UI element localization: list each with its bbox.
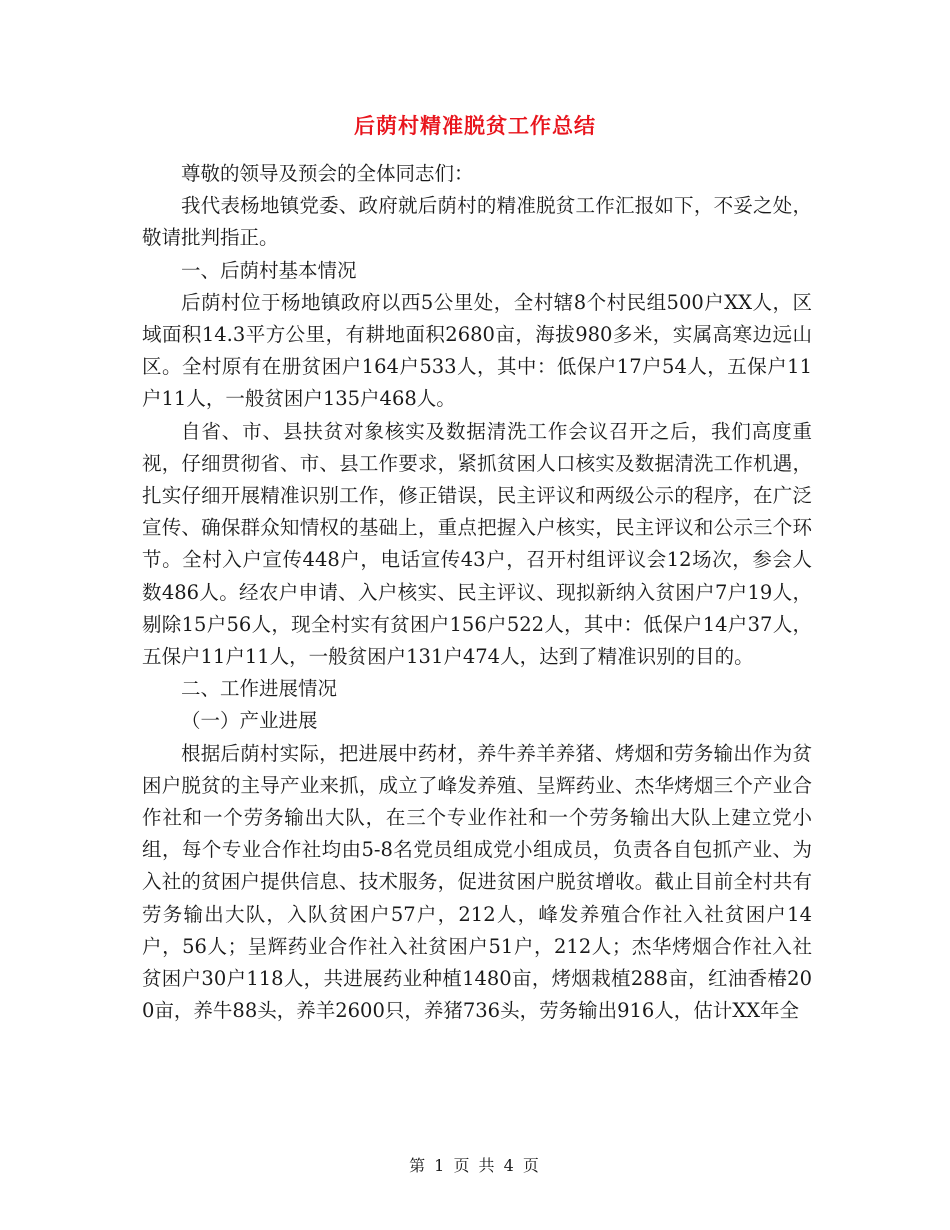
paragraph-intro: 我代表杨地镇党委、政府就后荫村的精准脱贫工作汇报如下，不妥之处，敬请批判指正。 bbox=[142, 194, 812, 250]
paragraph-identification: 自省、市、县扶贫对象核实及数据清洗工作会议召开之后，我们高度重视，仔细贯彻省、市、县工作要求，紧抓贫困人口核实及数据清洗工作机遇，扎实仔细开展精准识别工作，修正错误，民主评议和两级公示的程序，在广泛宣传、确保群众知情权的基础上，重点把握入户核实，民主评议和公示三个环节。全村入户宣传448户，电话宣传43户，召开村组评议会12场次，参会人数486人。经农户申请、入户核实、民主评议、现拟新纳入贫困户7户19人，剔除15户56人，现全村实有贫困户156户522人，其中：低保户14户37人，五保户11户11人，一般贫困户131户474人，达到了精准识别的目的。 bbox=[142, 419, 812, 669]
document-title: 后荫村精准脱贫工作总结 bbox=[354, 113, 596, 138]
subsection-heading-industry: （一）产业进展 bbox=[181, 709, 318, 733]
paragraph-industry: 根据后荫村实际，把进展中药材，养牛养羊养猪、烤烟和劳务输出作为贫困户脱贫的主导产业来抓，成立了峰发养殖、呈辉药业、杰华烤烟三个产业合作社和一个劳务输出大队，在三个专业作社和一个劳务输出大队上建立党小组，每个专业合作社均由5-8名党员组成党小组成员，负责各自包抓产业、为入社的贫困户提供信息、技术服务，促进贫困户脱贫增收。截止目前全村共有劳务输出大队，入队贫困户57户，212人，峰发养殖合作社入社贫困户14户，56人；呈辉药业合作社入社贫困户51户，212人；杰华烤烟合作社入社贫困户30户118人，共进展药业种植1480亩，烤烟栽植288亩，红油香椿200亩，养牛88头，养羊2600只，养猪736头，劳务输出916人，估计XX年全 bbox=[142, 741, 812, 1023]
page-footer: 第 1 页 共 4 页 bbox=[409, 1156, 541, 1175]
section-heading-basic-info: 一、后荫村基本情况 bbox=[181, 258, 357, 282]
paragraph-salutation: 尊敬的领导及预会的全体同志们： bbox=[181, 162, 474, 185]
document-body bbox=[142, 158, 812, 1027]
section-heading-progress: 二、工作进展情况 bbox=[181, 677, 338, 701]
paragraph-basic-info: 后荫村位于杨地镇政府以西5公里处，全村辖8个村民组500户XX人，区域面积14.3平方公里，有耕地面积2680亩，海拔980多米，实属高寒边远山区。全村原有在册贫困户164户533人，其中：低保户17户54人，五保户11户11人，一般贫困户135户468人。 bbox=[142, 290, 812, 411]
